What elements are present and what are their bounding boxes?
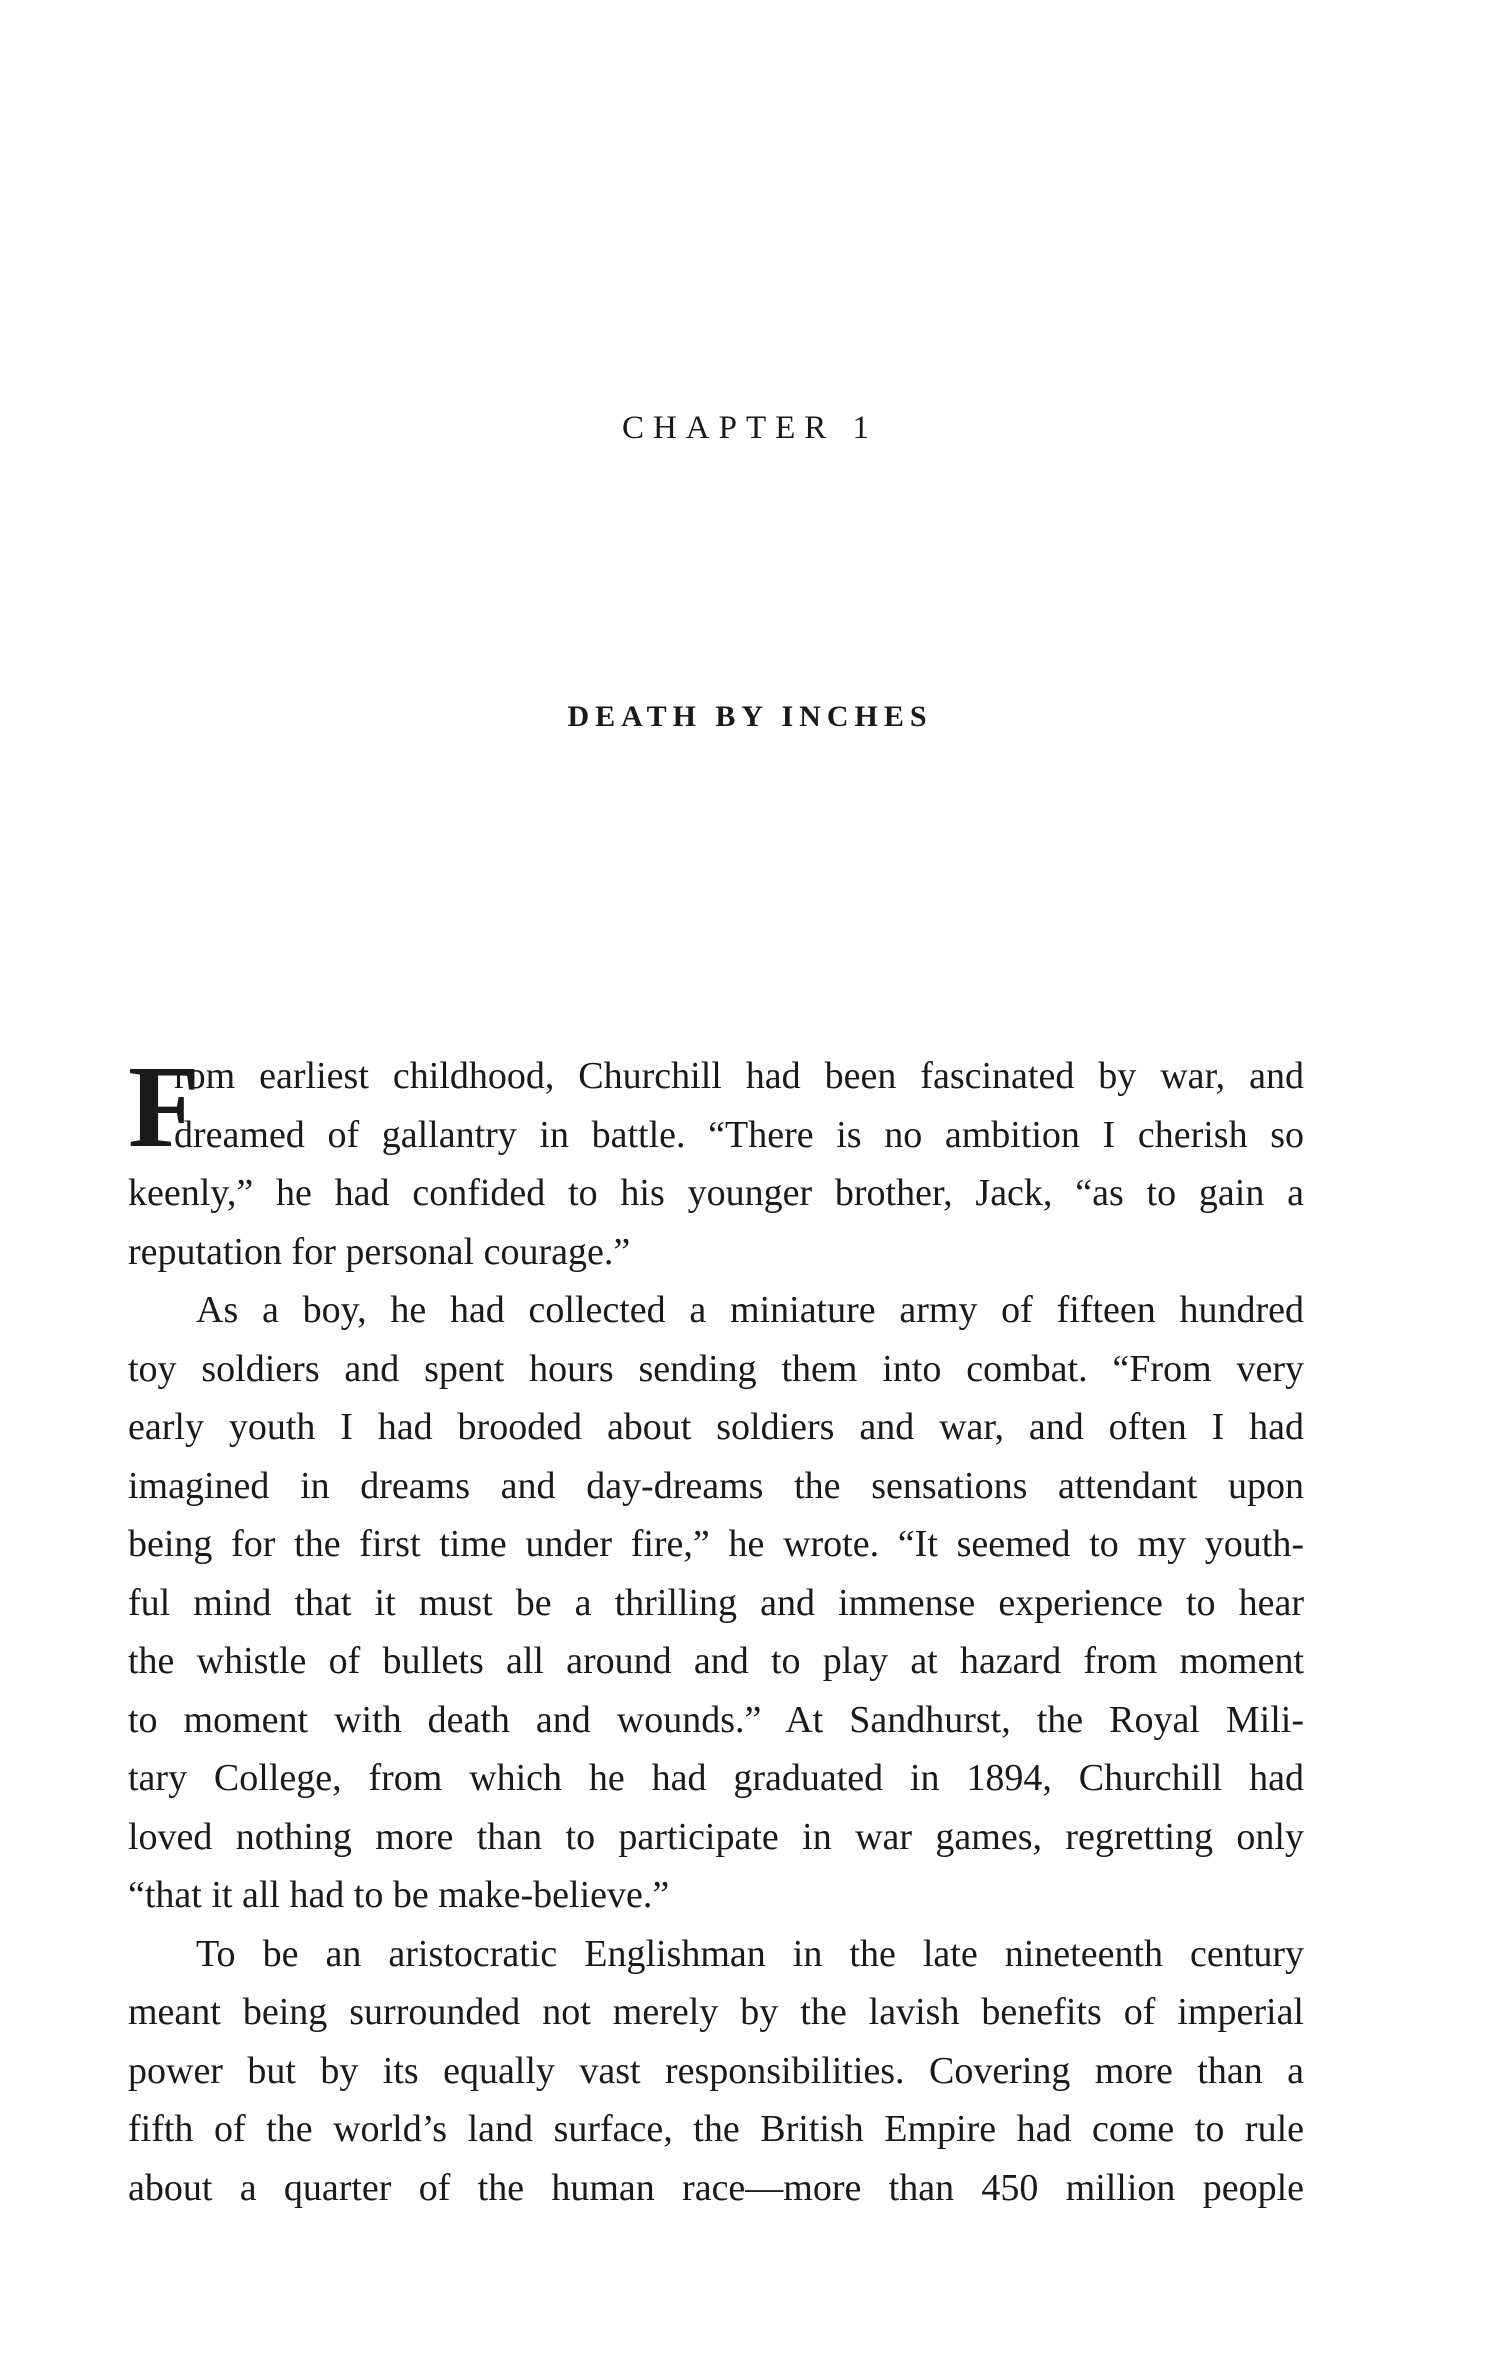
chapter-title: DEATH BY INCHES [567, 700, 933, 733]
text-line: To be an aristocratic Englishman in the late nineteenth century [196, 1932, 1304, 1975]
text-line: rom earliest childhood, Churchill had been fascinated by war, and [174, 1055, 1304, 1097]
text-line: power but by its equally vast responsibilities. Covering more than a [128, 2049, 1304, 2092]
text-line: being for the first time under fire,” he wrote. “It seemed to my youth- [128, 1523, 1304, 1565]
text-line: “that it all had to be make-believe.” [128, 1874, 670, 1916]
drop-cap: F [128, 1041, 201, 1172]
text-line: dreamed of gallantry in battle. “There is no ambition I cherish so [174, 1113, 1304, 1156]
text-line: loved nothing more than to participate in war games, regretting only [128, 1815, 1304, 1858]
text-line: As a boy, he had collected a miniature army of fifteen hundred [196, 1289, 1304, 1331]
text-line: tary College, from which he had graduated in 1894, Churchill had [128, 1757, 1304, 1799]
text-line: the whistle of bullets all around and to play at hazard from moment [128, 1640, 1304, 1682]
text-line: meant being surrounded not merely by the lavish benefits of imperial [128, 1991, 1304, 2033]
body-text [128, 1041, 1304, 2217]
text-line: toy soldiers and spent hours sending them into combat. “From very [128, 1347, 1304, 1390]
text-line: to moment with death and wounds.” At Sandhurst, the Royal Mili- [128, 1698, 1304, 1741]
text-line: keenly,” he had confided to his younger brother, Jack, “as to gain a [128, 1172, 1304, 1214]
text-line: fifth of the world’s land surface, the British Empire had come to rule [128, 2108, 1304, 2150]
text-line: reputation for personal courage.” [128, 1230, 631, 1273]
text-line: early youth I had brooded about soldiers and war, and often I had [128, 1406, 1304, 1448]
chapter-number: CHAPTER 1 [621, 410, 879, 446]
text-line: imagined in dreams and day-dreams the sensations attendant upon [128, 1464, 1304, 1507]
text-line: about a quarter of the human race—more than 450 million people [128, 2166, 1304, 2209]
text-line: ful mind that it must be a thrilling and immense experience to hear [128, 1581, 1304, 1624]
